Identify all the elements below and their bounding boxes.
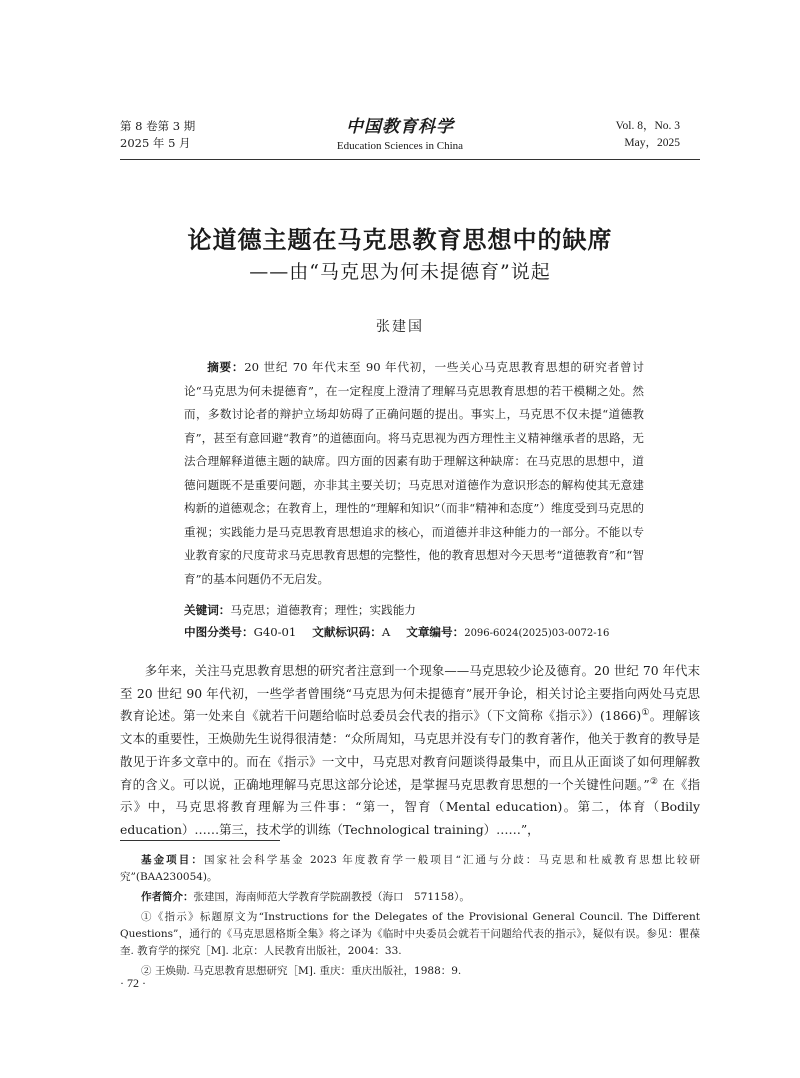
footnotes: [120, 852, 700, 983]
keywords: [184, 600, 654, 620]
clc-value: G40-01: [253, 625, 297, 639]
header-center: [120, 116, 680, 154]
header-right: [616, 118, 680, 152]
article-subtitle: ——由“马克思为何未提德育”说起: [249, 261, 551, 283]
volume-issue-en: Vol. 8，No. 3: [615, 120, 680, 132]
classification-line: [184, 622, 664, 644]
date-en: May，2025: [624, 137, 680, 149]
footnote-rule: [120, 840, 280, 841]
body-text-part2: 。理解该文本的重要性，王焕勋先生说得很清楚：“众所周知，马克思并没有专门的教育著作，他关于教育的教导是散见于许多文章中的。而在《指示》一文中，马克思对教育问题谈得最集中，而且从正面谈了如何理解教育的含义。可以说，正确地理解马克思这部分论述，是掌握马克思教育思想的一个关键性问题。”: [120, 708, 700, 792]
footnote-1: ①《指示》标题原文为“Instructions for the Delegates of the Provisional General Council. The Different Questions”，通行的《马克思恩格斯全集》将之译为《临时中央委员会就若干问题给代表的指示》，疑似有误。参见：瞿葆奎. 教育学的探究［M]. 北京：人民教育出版社，2004：33.: [120, 911, 700, 957]
doc-code-value: A: [381, 625, 391, 639]
footnote-ref-2[interactable]: ②: [649, 776, 659, 787]
journal-name-cn: 中国教育科学: [346, 117, 454, 137]
abstract: [184, 356, 644, 591]
article-author: 张建国: [376, 319, 424, 335]
fund-text: 国家社会科学基金 2023 年度教育学一般项目“汇通与分歧：马克思和杜威教育思想比较研究”(BAA230054)。: [120, 854, 701, 883]
journal-name-en: Education Sciences in China: [336, 140, 464, 152]
fund-label: 基金项目：: [141, 854, 204, 866]
fund-note: [120, 852, 700, 886]
article-title: 论道德主题在马克思教育思想中的缺席: [187, 226, 613, 254]
article-no-value: 2096-6024(2025)03-0072-16: [464, 628, 610, 639]
body-text-part3: 在《指示》中，马克思将教育理解为三件事：“第一，智育（Mental education)。第二，体育（Bodily education）……第三，技术学的训练（Technological training）……”，: [120, 776, 700, 837]
page-number: · 72 ·: [120, 976, 146, 990]
body-text-part1: 多年来，关注马克思教育思想的研究者注意到一个现象——马克思较少论及德育。20 世纪 70 年代末至 20 世纪 90 年代初，一些学者曾围绕“马克思为何未提德育”展开争论，相关讨论主要指向两处马克思教育论述。第一处来自《就若干问题给临时总委员会代表的指示》（下文简称《指示》）(1866): [120, 663, 700, 724]
header-rule: [120, 159, 700, 160]
doc-code-label: 文献标识码：: [312, 625, 382, 639]
abstract-label: 摘要：: [207, 360, 245, 374]
article-no-label: 文章编号：: [406, 625, 465, 639]
clc-label: 中图分类号：: [184, 625, 254, 639]
running-header: [120, 116, 680, 156]
author-info-label: 作者简介：: [141, 891, 194, 903]
body-paragraph: [120, 660, 700, 842]
footnote-ref-1[interactable]: ①: [641, 708, 650, 719]
volume-issue-cn: 第 8 卷第 3 期: [120, 119, 196, 133]
keywords-label: 关键词：: [184, 603, 231, 617]
footnote-2: ② 王焕勋. 马克思教育思想研究［M]. 重庆：重庆出版社，1988：9.: [141, 965, 462, 977]
abstract-text: 20 世纪 70 年代末至 90 年代初，一些关心马克思教育思想的研究者曾讨论“马克思为何未提德育”，在一定程度上澄清了理解马克思教育思想的若干模糊之处。然而，多数讨论者的辩护立场却妨碍了正确问题的提出。事实上，马克思不仅未提“道德教育”，甚至有意回避“教育”的道德面向。将马克思视为西方理性主义精神继承者的思路，无法合理解释道德主题的缺席。四方面的因素有助于理解这种缺席：在马克思的思想中，道德问题既不是重要问题，亦非其主要关切；马克思对道德作为意识形态的解构使其无意建构新的道德观念；在教育上，理性的“理解和知识”（而非“精神和态度”）维度受到马克思的重视；实践能力是马克思教育思想追求的核心，而道德并非这种能力的一部分。不能以专业教育家的尺度苛求马克思教育思想的完整性，他的教育思想对今天思考“道德教育”和“智育”的基本问题仍不无启发。: [184, 360, 644, 586]
author-note: [120, 889, 700, 906]
date-cn: 2025 年 5 月: [120, 136, 191, 150]
author-info-text: 张建国，海南师范大学教育学院副教授（海口 571158）。: [193, 891, 470, 903]
keywords-text: 马克思；道德教育；理性；实践能力: [230, 603, 416, 617]
